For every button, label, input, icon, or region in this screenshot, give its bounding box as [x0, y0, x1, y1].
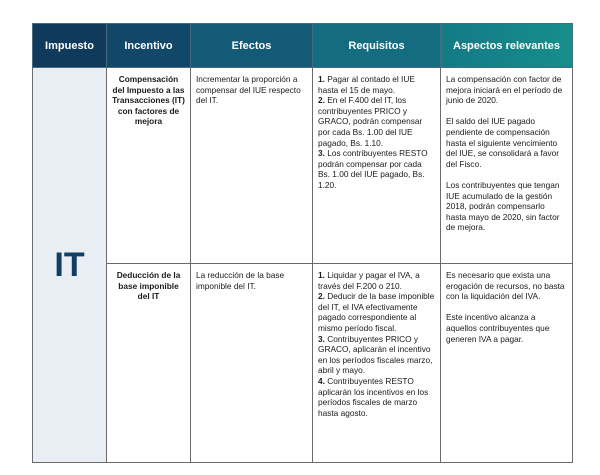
effects-cell: La reducción de la base imponible del IT.: [191, 264, 313, 463]
requirements-cell: [313, 68, 441, 264]
requirement-number: 3.: [318, 333, 325, 344]
table-row: [33, 68, 573, 264]
requirement-text: Pagar al contado el IUE hasta el 15 de mayo.: [318, 74, 415, 95]
incentive-cell: Compensación del Impuesto a las Transacciones (IT) con factores de mejora: [107, 68, 191, 264]
aspects-cell: [441, 68, 573, 264]
requirement-number: 1.: [318, 270, 325, 280]
requirements-cell: [313, 264, 441, 463]
requirement-number: 1.: [318, 74, 325, 84]
requirement-number: 3.: [318, 148, 325, 159]
requirement-text: Los contribuyentes RESTO podrán compensar por cada Bs. 1.00 del IUE pagado, Bs. 1.20.: [318, 148, 428, 190]
header-impuesto: Impuesto: [33, 24, 107, 68]
aspect-paragraph: Es necesario que exista una erogación de recursos, no basta con la liquidación del IVA.: [446, 270, 565, 302]
incentive-cell: Deducción de la base imponible del IT: [107, 264, 191, 463]
aspect-paragraph: Este incentivo alcanza a aquellos contribuyentes que generen IVA a pagar.: [446, 312, 550, 344]
requirement-text: En el F.400 del IT, los contribuyentes PRICO y GRACO, podrán compensar por cada Bs. 1.00 del IUE pagado, Bs. 1.10.: [318, 95, 423, 148]
requirement-text: Contribuyentes RESTO aplicarán los incentivos en los períodos fiscales de marzo hasta agosto.: [318, 375, 429, 418]
aspect-paragraph: Los contribuyentes que tengan IUE acumulado de la gestión 2018, podrán compensarlo hasta mayo de 2020, sin factor de mejora.: [446, 179, 560, 233]
requirement-text: Contribuyentes PRICO y GRACO, aplicarán el incentivo en los períodos fiscales marzo, abril y mayo.: [318, 333, 433, 376]
effects-cell: Incrementar la proporción a compensar del IUE respecto del IT.: [191, 68, 313, 264]
header-requisitos: Requisitos: [313, 24, 441, 68]
aspect-paragraph: El saldo del IUE pagado pendiente de compensación hasta el siguiente vencimiento del IUE, se consolidará a favor del Fisco.: [446, 116, 559, 169]
tax-cell: IT: [33, 68, 107, 463]
header-row: [33, 24, 573, 68]
requirement-text: Liquidar y pagar el IVA, a través del F.200 o 210.: [318, 270, 420, 291]
header-incentivo: Incentivo: [107, 24, 191, 68]
header-aspectos-relevantes: Aspectos relevantes: [441, 24, 573, 68]
requirement-number: 2.: [318, 95, 325, 106]
requirement-number: 4.: [318, 375, 325, 386]
aspects-cell: [441, 264, 573, 463]
table-row: [33, 264, 573, 463]
header-efectos: Efectos: [191, 24, 313, 68]
aspect-paragraph: La compensación con factor de mejora iniciará en el período de junio de 2020.: [446, 74, 563, 106]
requirement-number: 2.: [318, 291, 325, 302]
incentives-table: [32, 23, 573, 463]
requirement-text: Deducir de la base imponible del IT, el IVA efectivamente pagado correspondiente al mismo período fiscal.: [318, 291, 435, 333]
